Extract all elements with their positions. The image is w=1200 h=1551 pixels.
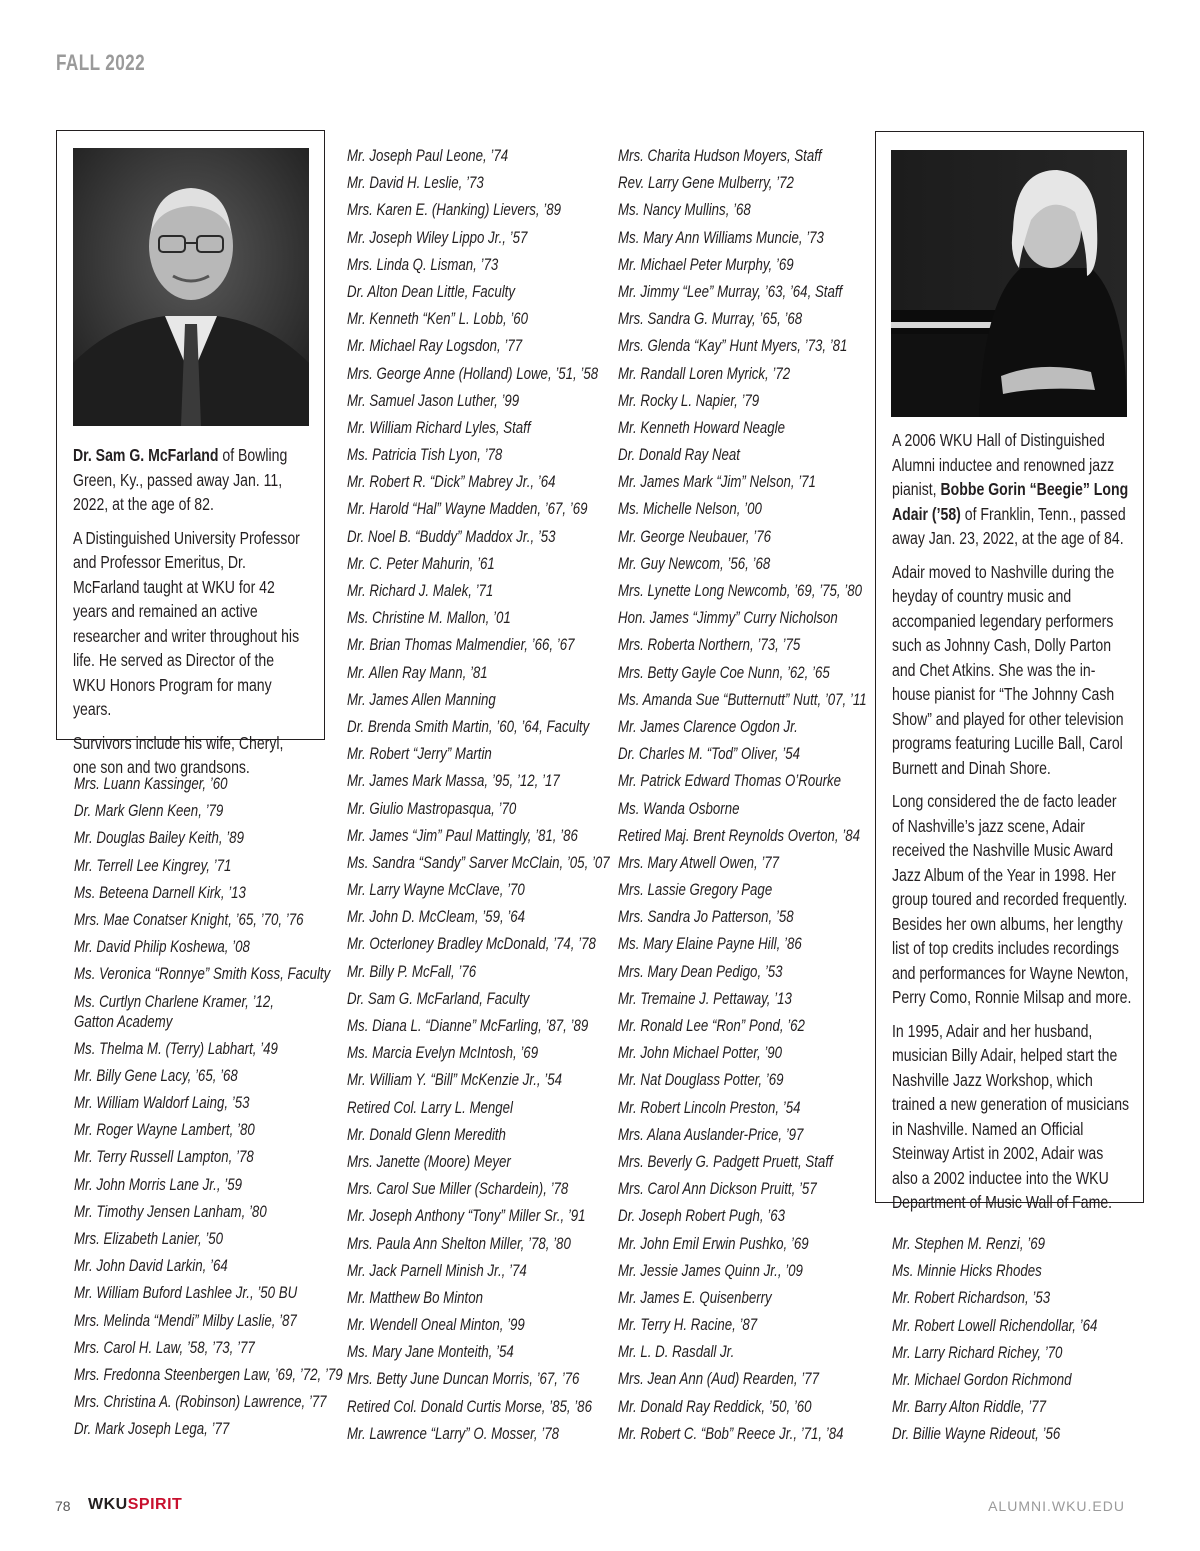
bio-text-adair [892, 428, 1132, 1224]
memoriam-entry: Mr. Randall Loren Myrick, ’72 [618, 363, 791, 383]
memoriam-entry: Mr. Donald Ray Reddick, ’50, ’60 [618, 1396, 812, 1416]
memoriam-entry: Mr. Timothy Jensen Lanham, ’80 [74, 1201, 267, 1221]
memoriam-entry: Mr. Robert Lincoln Preston, ’54 [618, 1097, 801, 1117]
logo-spirit: SPIRIT [127, 1496, 183, 1513]
memoriam-entry: Mr. Lawrence “Larry” O. Mosser, ’78 [347, 1423, 559, 1443]
memoriam-entry: Mr. Roger Wayne Lambert, ’80 [74, 1120, 255, 1140]
memoriam-entry: Mr. Billy P. McFall, ’76 [347, 961, 477, 981]
memoriam-entry: Mr. Douglas Bailey Keith, ’89 [74, 828, 244, 848]
memoriam-entry: Mrs. Beverly G. Padgett Pruett, Staff [618, 1151, 833, 1171]
memoriam-entry: Ms. Christine M. Mallon, ’01 [347, 608, 511, 628]
memoriam-entry: Ms. Curtlyn Charlene Kramer, ’12, Gatton Academy [74, 991, 274, 1031]
memoriam-entry: Mrs. Carol Ann Dickson Pruitt, ’57 [618, 1179, 817, 1199]
memoriam-entry: Mr. C. Peter Mahurin, ’61 [347, 553, 495, 573]
memoriam-entry: Mr. Michael Gordon Richmond [892, 1369, 1072, 1389]
obituary-feature-adair [875, 131, 1144, 1212]
memoriam-entry: Mrs. Linda Q. Lisman, ’73 [347, 254, 499, 274]
memoriam-entry: Ms. Amanda Sue “Butternutt” Nutt, ’07, ’11 [618, 689, 867, 709]
memoriam-entry: Mr. Kenneth Howard Neagle [618, 417, 786, 437]
memoriam-entry: Mr. Brian Thomas Malmendier, ’66, ’67 [347, 635, 575, 655]
memoriam-entry: Mr. John Michael Potter, ’90 [618, 1043, 783, 1063]
memoriam-entry: Mr. John D. McCleam, ’59, ’64 [347, 907, 526, 927]
memoriam-entry: Mr. Larry Wayne McClave, ’70 [347, 880, 525, 900]
memoriam-entry: Mr. Robert “Jerry” Martin [347, 744, 492, 764]
memoriam-entry: Mr. Nat Douglass Potter, ’69 [618, 1070, 784, 1090]
memoriam-entry: Mrs. Roberta Northern, ’73, ’75 [618, 635, 801, 655]
memoriam-entry: Mr. Terry Russell Lampton, ’78 [74, 1147, 254, 1167]
memoriam-entry: Ms. Wanda Osborne [618, 798, 740, 818]
memoriam-entry: Ms. Diana L. “Dianne” McFarling, ’87, ’89 [347, 1016, 589, 1035]
memoriam-entry: Mr. William Richard Lyles, Staff [347, 417, 531, 437]
memoriam-entry: Mr. Robert Richardson, ’53 [892, 1288, 1051, 1308]
memoriam-entry: Rev. Larry Gene Mulberry, ’72 [618, 173, 794, 193]
memoriam-entry: Ms. Beteena Darnell Kirk, ’13 [74, 882, 246, 902]
in-memoriam-list-col4 [892, 1234, 1148, 1452]
memoriam-entry: Mr. Donald Glenn Meredith [347, 1124, 506, 1144]
memoriam-entry: Mr. William Y. “Bill” McKenzie Jr., ’54 [347, 1070, 563, 1090]
memoriam-entry: Mr. David Philip Koshewa, ’08 [74, 937, 250, 957]
obituary-feature-mcfarland [56, 130, 325, 777]
memoriam-entry: Ms. Mary Jane Monteith, ’54 [347, 1342, 514, 1362]
memoriam-entry: Ms. Mary Ann Williams Muncie, ’73 [618, 227, 824, 247]
bio-career: A Distinguished University Professor and Professor Emeritus, Dr. McFarland taught at WKU for 42 years and remained an active researcher and writer throughout his life. He served as Director of the WKU Honors Program for many years. [73, 527, 300, 719]
memoriam-entry: Mr. Michael Ray Logsdon, ’77 [347, 336, 523, 356]
memoriam-entry: Mr. Robert C. “Bob” Reece Jr., ’71, ’84 [618, 1423, 844, 1443]
memoriam-entry: Mr. Joseph Wiley Lippo Jr., ’57 [347, 227, 528, 247]
memoriam-entry: Mrs. Charita Hudson Moyers, Staff [618, 146, 822, 165]
memoriam-entry: Mr. James Mark “Jim” Nelson, ’71 [618, 472, 816, 492]
memoriam-entry: Mrs. Lassie Gregory Page [618, 880, 773, 900]
memoriam-entry: Mrs. Melinda “Mendi” Milby Laslie, ’87 [74, 1310, 297, 1330]
memoriam-entry: Mr. Patrick Edward Thomas O’Rourke [618, 771, 842, 791]
memoriam-entry: Mrs. Karen E. (Hanking) Lievers, ’89 [347, 200, 561, 220]
memoriam-entry: Mr. John Emil Erwin Pushko, ’69 [618, 1233, 809, 1253]
bio-legacy: Long considered the de facto leader of Nashville’s jazz scene, Adair received the Nashville Music Award Jazz Album of the Year in 1998. Her group toured and recorded frequently. Besides her own albums, her lengthy list of top credits includes recordings and performances for Wayne Newton, Perry Como, Ronnie Milsap and more. [892, 791, 1132, 1007]
portrait-photo-mcfarland [73, 148, 309, 426]
memoriam-entry: Mrs. Paula Ann Shelton Miller, ’78, ’80 [347, 1233, 571, 1253]
memoriam-entry: Dr. Noel B. “Buddy” Maddox Jr., ’53 [347, 526, 556, 546]
memoriam-entry: Mr. George Neubauer, ’76 [618, 526, 771, 546]
memoriam-entry: Ms. Sandra “Sandy” Sarver McClain, ’05, ’07 [347, 852, 610, 872]
memoriam-entry: Mr. Robert Lowell Richendollar, ’64 [892, 1315, 1098, 1335]
memoriam-entry: Dr. Donald Ray Neat [618, 445, 740, 465]
memoriam-entry: Mr. James E. Quisenberry [618, 1287, 772, 1307]
memoriam-entry: Dr. Mark Glenn Keen, ’79 [74, 801, 224, 821]
memoriam-entry: Mrs. George Anne (Holland) Lowe, ’51, ’58 [347, 363, 599, 383]
memoriam-entry: Mr. John Morris Lane Jr., ’59 [74, 1174, 242, 1194]
memoriam-entry: Dr. Brenda Smith Martin, ’60, ’64, Faculty [347, 716, 590, 736]
memoriam-entry: Mr. Larry Richard Richey, ’70 [892, 1342, 1063, 1362]
memoriam-entry: Mrs. Fredonna Steenbergen Law, ’69, ’72, ’79 [74, 1364, 343, 1384]
memoriam-entry: Ms. Minnie Hicks Rhodes [892, 1261, 1042, 1281]
memoriam-entry: Mr. John David Larkin, ’64 [74, 1256, 228, 1276]
memoriam-entry: Mr. Octerloney Bradley McDonald, ’74, ’78 [347, 934, 596, 954]
memoriam-entry: Mr. Richard J. Malek, ’71 [347, 581, 494, 600]
memoriam-entry: Mr. Jimmy “Lee” Murray, ’63, ’64, Staff [618, 281, 843, 301]
memoriam-entry: Mr. James Mark Massa, ’95, ’12, ’17 [347, 771, 560, 791]
logo-wku: WKU [88, 1496, 128, 1513]
memoriam-entry: Mr. Tremaine J. Pettaway, ’13 [618, 988, 792, 1008]
memoriam-entry: Retired Col. Donald Curtis Morse, ’85, ’86 [347, 1396, 592, 1416]
memoriam-entry: Mrs. Alana Auslander-Price, ’97 [618, 1124, 804, 1144]
memoriam-entry: Mrs. Mae Conatser Knight, ’65, ’70, ’76 [74, 909, 304, 929]
memoriam-entry: Mrs. Glenda “Kay” Hunt Myers, ’73, ’81 [618, 336, 848, 356]
memoriam-entry: Dr. Joseph Robert Pugh, ’63 [618, 1206, 786, 1226]
memoriam-entry: Mr. Joseph Paul Leone, ’74 [347, 146, 509, 165]
memoriam-entry: Mrs. Luann Kassinger, ’60 [74, 774, 228, 793]
memoriam-entry: Dr. Billie Wayne Rideout, ’56 [892, 1424, 1061, 1444]
memoriam-entry: Mr. Robert R. “Dick” Mabrey Jr., ’64 [347, 472, 556, 492]
memoriam-entry: Mr. Jessie James Quinn Jr., ’09 [618, 1260, 803, 1280]
memoriam-entry: Retired Col. Larry L. Mengel [347, 1097, 514, 1117]
bio-intro: Dr. Sam G. McFarland of Bowling Green, Ky., passed away Jan. 11, 2022, at the age of 82. [73, 445, 288, 514]
memoriam-entry: Mrs. Jean Ann (Aud) Rearden, ’77 [618, 1369, 819, 1389]
memoriam-entry: Mr. Harold “Hal” Wayne Madden, ’67, ’69 [347, 499, 588, 519]
memoriam-entry: Ms. Nancy Mullins, ’68 [618, 200, 751, 220]
site-url: ALUMNI.WKU.EDU [988, 1498, 1125, 1514]
memoriam-entry: Mr. Samuel Jason Luther, ’99 [347, 390, 520, 410]
page-number: 78 [55, 1498, 71, 1514]
portrait-photo-adair [891, 150, 1127, 417]
bio-career: Adair moved to Nashville during the heyday of country music and accompanied legendary performers such as Johnny Cash, Dolly Parton and Chet Atkins. She was the in-house pianist for “The Johnny Cash Show” and played for other television programs featuring Lucille Ball, Carol Burnett and Dinah Shore. [892, 561, 1124, 778]
memoriam-entry: Mr. David H. Leslie, ’73 [347, 173, 484, 193]
memoriam-entry: Mrs. Lynette Long Newcomb, ’69, ’75, ’80 [618, 581, 862, 600]
memoriam-entry: Mrs. Betty June Duncan Morris, ’67, ’76 [347, 1369, 580, 1389]
memoriam-entry: Ms. Marcia Evelyn McIntosh, ’69 [347, 1043, 539, 1063]
bio-text-mcfarland [73, 443, 310, 789]
memoriam-entry: Mr. Terry H. Racine, ’87 [618, 1315, 758, 1335]
memoriam-entry: Ms. Michelle Nelson, ’00 [618, 499, 762, 519]
memoriam-entry: Mr. Michael Peter Murphy, ’69 [618, 254, 794, 274]
memoriam-entry: Mrs. Elizabeth Lanier, ’50 [74, 1229, 224, 1248]
memoriam-entry: Ms. Veronica “Ronnye” Smith Koss, Faculty [74, 964, 331, 984]
bio-workshop: In 1995, Adair and her husband, musician Billy Adair, helped start the Nashville Jazz Workshop, which trained a new generation of musicians in Nashville. Named an Official Steinway Artist in 2002, Adair was also a 2002 inductee into the WKU Department of Music Wall of Fame. [892, 1020, 1130, 1212]
memoriam-entry: Mr. James Clarence Ogdon Jr. [618, 716, 798, 736]
memoriam-entry: Mr. Joseph Anthony “Tony” Miller Sr., ’91 [347, 1206, 586, 1226]
memoriam-entry: Dr. Charles M. “Tod” Oliver, ’54 [618, 744, 800, 764]
memoriam-entry: Mr. Rocky L. Napier, ’79 [618, 390, 760, 410]
memoriam-entry: Ms. Mary Elaine Payne Hill, ’86 [618, 934, 802, 954]
memoriam-entry: Mr. L. D. Rasdall Jr. [618, 1342, 735, 1362]
memoriam-entry: Mr. Barry Alton Riddle, ’77 [892, 1397, 1046, 1417]
memoriam-entry: Mr. Kenneth “Ken” L. Lobb, ’60 [347, 309, 529, 329]
memoriam-entry: Mr. Jack Parnell Minish Jr., ’74 [347, 1260, 527, 1280]
magazine-logo [88, 1496, 182, 1514]
memoriam-entry: Mrs. Mary Atwell Owen, ’77 [618, 852, 780, 872]
memoriam-entry: Hon. James “Jimmy” Curry Nicholson [618, 608, 838, 628]
in-memoriam-list-col1 [74, 774, 343, 1447]
memoriam-entry: Dr. Sam G. McFarland, Faculty [347, 988, 530, 1008]
memoriam-entry: Ms. Thelma M. (Terry) Labhart, ’49 [74, 1038, 278, 1058]
memoriam-entry: Mrs. Sandra Jo Patterson, ’58 [618, 907, 794, 927]
memoriam-entry: Mrs. Janette (Moore) Meyer [347, 1151, 511, 1171]
memoriam-entry: Mr. James Allen Manning [347, 689, 496, 709]
memoriam-entry: Mr. Terrell Lee Kingrey, ’71 [74, 855, 232, 875]
in-memoriam-list-col2 [347, 146, 611, 1451]
memoriam-entry: Mr. Giulio Mastropasqua, ’70 [347, 798, 517, 818]
memoriam-entry: Dr. Alton Dean Little, Faculty [347, 281, 515, 301]
memoriam-entry: Mr. William Waldorf Laing, ’53 [74, 1093, 250, 1113]
memoriam-entry: Mr. Billy Gene Lacy, ’65, ’68 [74, 1065, 238, 1085]
memoriam-entry: Retired Maj. Brent Reynolds Overton, ’84 [618, 825, 861, 845]
memoriam-entry: Mr. Matthew Bo Minton [347, 1287, 483, 1307]
memoriam-entry: Mrs. Sandra G. Murray, ’65, ’68 [618, 309, 803, 329]
bio-intro: A 2006 WKU Hall of Distinguished Alumni inductee and renowned jazz pianist, Bobbe Gorin “Beegie” Long Adair (’58) of Franklin, Tenn., passed away Jan. 23, 2022, at the age of 84. [892, 430, 1129, 548]
bio-survivors: Survivors include his wife, Cheryl, one son and two grandsons. [73, 732, 284, 777]
issue-label: FALL 2022 [56, 50, 146, 75]
memoriam-entry: Dr. Mark Joseph Lega, ’77 [74, 1419, 230, 1439]
memoriam-entry: Mr. James “Jim” Paul Mattingly, ’81, ’86 [347, 825, 578, 845]
memoriam-entry: Mrs. Christina A. (Robinson) Lawrence, ’77 [74, 1392, 327, 1412]
memoriam-entry: Mr. Ronald Lee “Ron” Pond, ’62 [618, 1016, 805, 1035]
memoriam-entry: Mr. Wendell Oneal Minton, ’99 [347, 1315, 525, 1335]
in-memoriam-list-col3 [618, 146, 882, 1451]
memoriam-entry: Mrs. Betty Gayle Coe Nunn, ’62, ’65 [618, 662, 830, 682]
memoriam-entry: Mr. Allen Ray Mann, ’81 [347, 662, 488, 682]
memoriam-entry: Mrs. Mary Dean Pedigo, ’53 [618, 961, 783, 981]
memoriam-entry: Mr. William Buford Lashlee Jr., ’50 BU [74, 1283, 298, 1303]
memoriam-entry: Ms. Patricia Tish Lyon, ’78 [347, 445, 503, 465]
memoriam-entry: Mr. Guy Newcom, ’56, ’68 [618, 553, 771, 573]
memoriam-entry: Mr. Stephen M. Renzi, ’69 [892, 1234, 1045, 1253]
memoriam-entry: Mrs. Carol Sue Miller (Schardein), ’78 [347, 1179, 569, 1199]
memoriam-entry: Mrs. Carol H. Law, ’58, ’73, ’77 [74, 1337, 255, 1357]
